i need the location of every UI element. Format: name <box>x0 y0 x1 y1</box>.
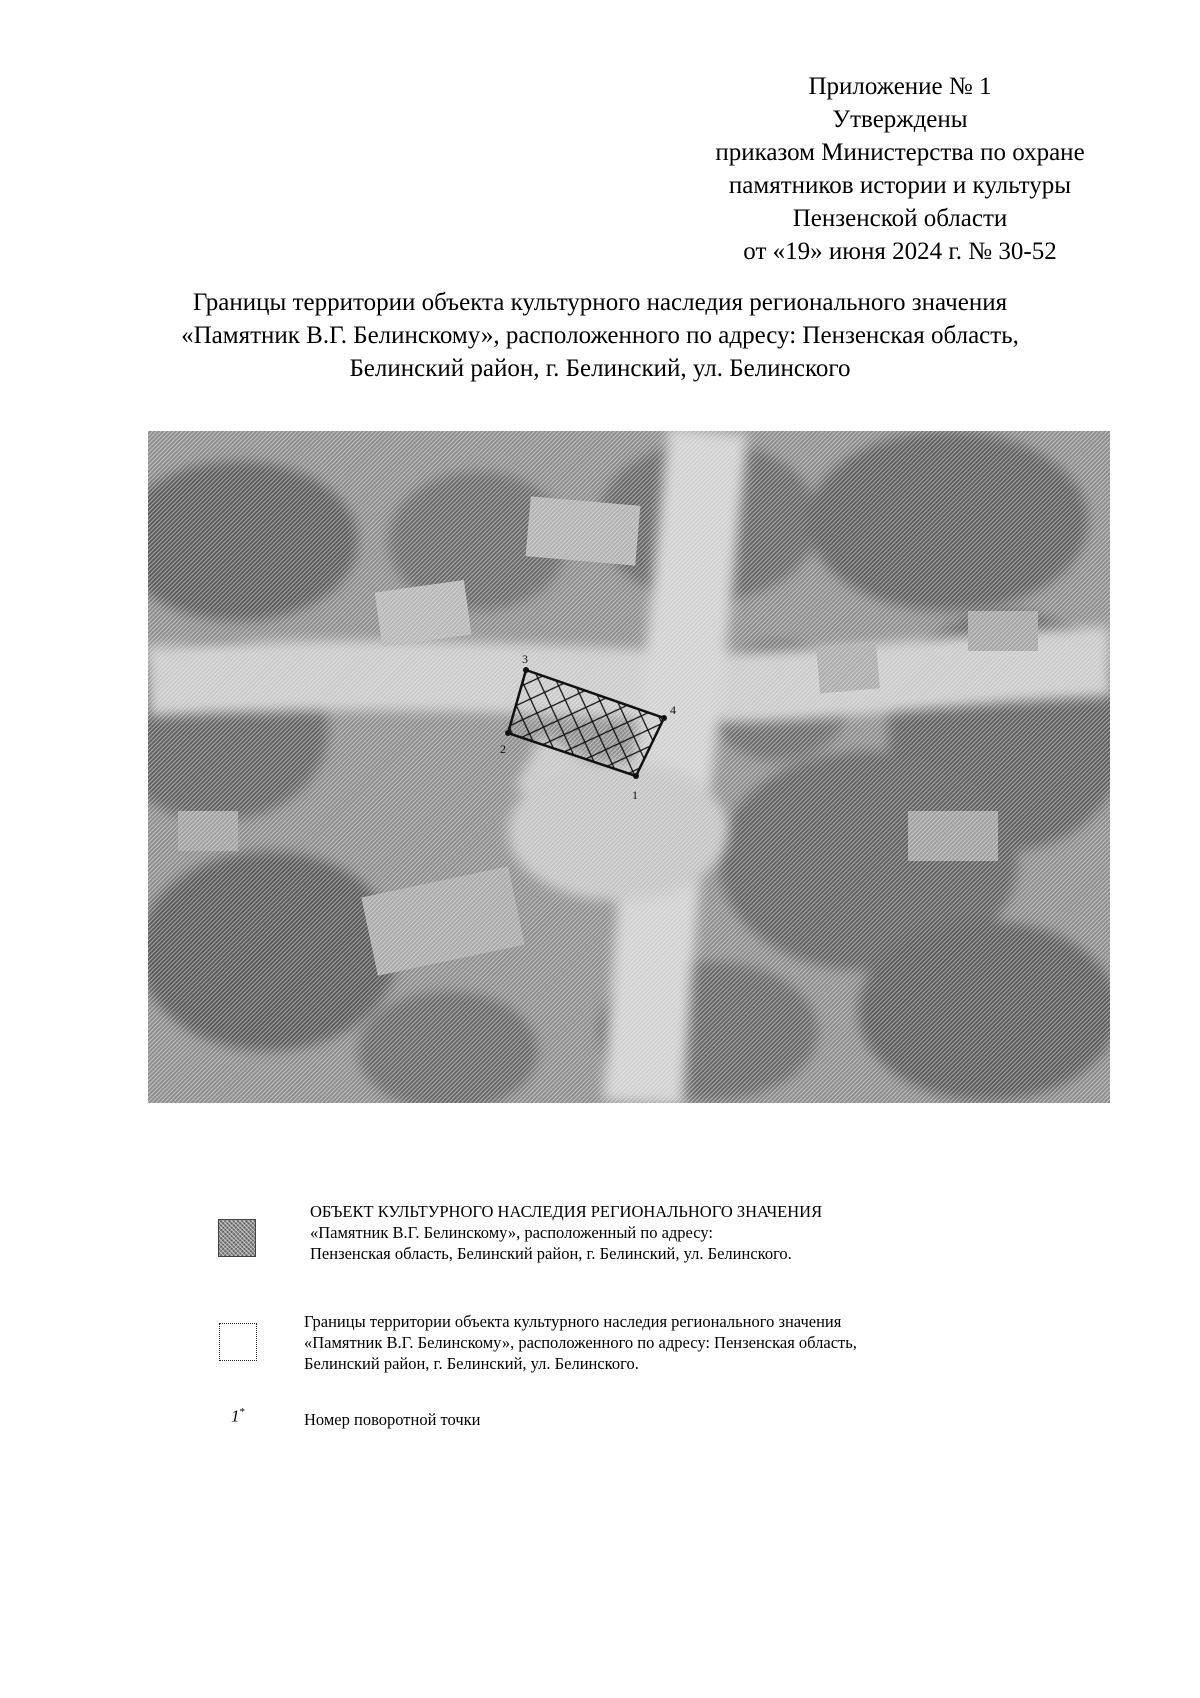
turning-point-symbol-number: 1 <box>231 1406 240 1426</box>
legend-object-text <box>310 1201 822 1264</box>
legend-boundary-line-1: Границы территории объекта культурного наследия регионального значения <box>304 1312 842 1331</box>
legend-object-line-2: «Памятник В.Г. Белинскому», расположенный по адресу: <box>310 1223 713 1242</box>
legend-boundary-swatch <box>219 1323 257 1361</box>
point-label-1: 1 <box>632 788 638 802</box>
legend-object-swatch <box>218 1219 256 1257</box>
approval-line-date: от «19» июня 2024 г. № 30-52 <box>743 238 1057 265</box>
legend-boundary-line-3: Белинский район, г. Белинский, ул. Белинского. <box>304 1354 639 1373</box>
legend-boundary-text <box>304 1311 857 1374</box>
turning-point-2 <box>505 730 511 736</box>
legend-turning-point-symbol <box>231 1406 245 1427</box>
title-line-3: Белинский район, г. Белинский, ул. Белинского <box>349 355 851 382</box>
approval-line-order: приказом Министерства по охране <box>715 139 1085 166</box>
title-line-2: «Памятник В.Г. Белинскому», расположенного по адресу: Пензенская область, <box>181 322 1019 349</box>
title-line-1: Границы территории объекта культурного наследия регионального значения <box>192 289 1008 316</box>
turning-point-1 <box>633 773 639 779</box>
aerial-map-image <box>148 431 1110 1103</box>
legend-boundary-line-2: «Памятник В.Г. Белинскому», расположенного по адресу: Пензенская область, <box>304 1333 857 1352</box>
legend-object-line-1: ОБЪЕКТ КУЛЬТУРНОГО НАСЛЕДИЯ РЕГИОНАЛЬНОГО ЗНАЧЕНИЯ <box>310 1202 823 1221</box>
approval-line-approved: Утверждены <box>832 106 968 133</box>
document-title <box>100 286 1100 385</box>
point-label-3: 3 <box>522 652 528 666</box>
turning-point-4 <box>661 715 667 721</box>
aerial-map <box>148 431 1110 1103</box>
point-label-4: 4 <box>670 703 676 717</box>
point-label-2: 2 <box>500 742 506 756</box>
approval-line-region: Пензенской области <box>792 205 1008 232</box>
legend-turning-point-label: Номер поворотной точки <box>304 1410 481 1429</box>
turning-point-symbol-mark: * <box>239 1406 245 1418</box>
approval-line-appendix: Приложение № 1 <box>808 73 992 100</box>
legend-turning-point-text <box>304 1409 481 1430</box>
approval-line-ministry: памятников истории и культуры <box>728 172 1072 199</box>
turning-point-3 <box>523 667 529 673</box>
approval-block <box>640 70 1160 268</box>
legend-object-line-3: Пензенская область, Белинский район, г. Белинский, ул. Белинского. <box>310 1244 792 1263</box>
